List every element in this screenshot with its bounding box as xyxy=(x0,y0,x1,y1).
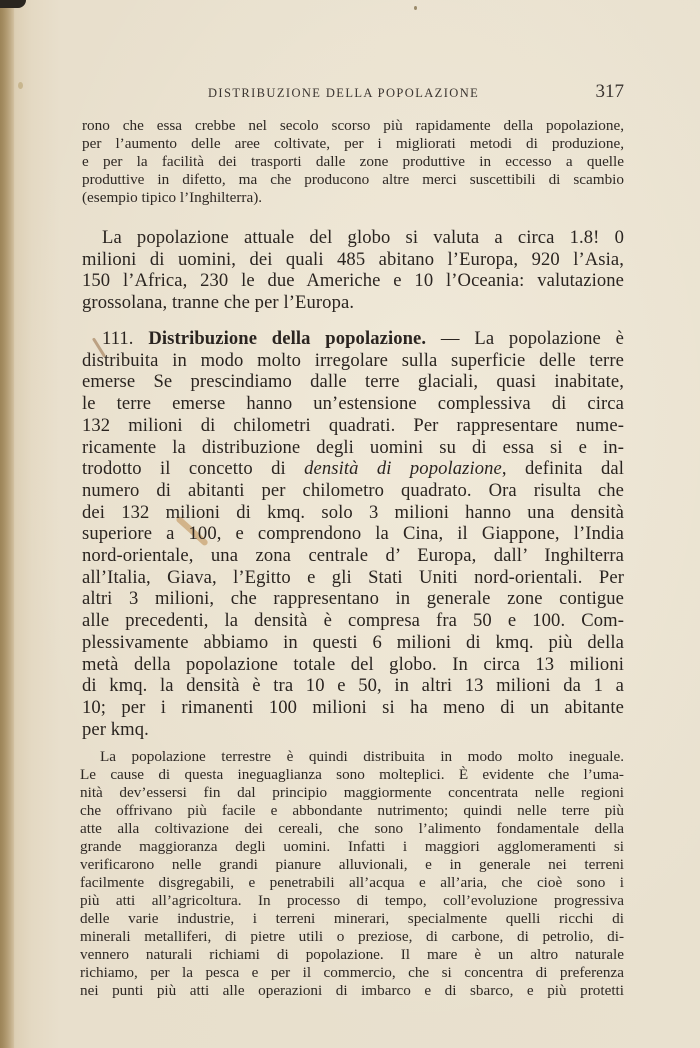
text-line: e per la facilità dei trasporti dalle zone produttive in eccesso a quelle xyxy=(82,153,624,170)
text-line: 150 l’Africa, 230 le due Americhe e 10 l’Oceania: valutazione xyxy=(82,270,624,292)
text-line: La popolazione terrestre è quindi distribuita in modo molto ineguale. xyxy=(100,748,624,765)
text-line: delle varie industrie, i terreni minerari, specialmente quelli ricchi di xyxy=(80,910,624,927)
text-line: Le cause di questa ineguaglianza sono molteplici. È evidente che l’uma- xyxy=(80,766,624,783)
text-line: all’Italia, Giava, l’Egitto e gli Stati Uniti nord-orientali. Per xyxy=(82,566,624,588)
text-line: verificarono nelle grandi pianure alluvionali, e in generale nei terreni xyxy=(80,856,624,873)
page-corner-shadow xyxy=(0,0,26,8)
text-line: distribuita in modo molto irregolare sulla superficie delle terre xyxy=(82,349,624,371)
text-line: minerali metalliferi, di pietre utili o preziose, di carbone, di petrolio, di- xyxy=(80,928,624,945)
text-fragment: , definita dal xyxy=(501,458,624,480)
text-line: numero di abitanti per chilometro quadrato. Ora risulta che xyxy=(82,479,624,501)
page-header xyxy=(60,81,624,106)
text-fragment: — La popolazione è xyxy=(440,328,624,349)
text-line: grossolana, tranne che per l’Europa. xyxy=(82,292,355,314)
text-line: metà della popolazione totale del globo. In circa 13 milioni xyxy=(82,653,624,675)
paragraph-continuation xyxy=(82,117,624,207)
text-line: 132 milioni di chilometri quadrati. Per rappresentare nume- xyxy=(82,414,624,436)
section-title: Distribuzione della popolazione. xyxy=(148,328,427,349)
section-heading-line xyxy=(82,328,624,350)
text-line: per kmq. xyxy=(82,718,149,740)
paper-speck xyxy=(18,82,23,89)
text-line: nità dev’essersi fin dal principio maggiormente concentrata nelle regioni xyxy=(80,784,624,801)
text-line: (esempio tipico l’Inghilterra). xyxy=(82,189,263,206)
text-line: ricamente la distribuzione degli uomini su di essa si e in- xyxy=(82,436,624,458)
text-line: grande maggioranza degli uomini. Infatti i maggiori agglomeramenti si xyxy=(80,838,624,855)
text-line: La popolazione attuale del globo si valuta a circa 1.8! 0 xyxy=(102,227,624,248)
text-line: emerse Se prescindiamo dalle terre glaciali, quasi inabitate, xyxy=(82,371,624,393)
text-line: dei 132 milioni di kmq. solo 3 milioni hanno una densità xyxy=(82,501,624,523)
text-line: richiamo, per la pesca e per il commercio, che si concentra di preferenza xyxy=(80,964,624,981)
page-number: 317 xyxy=(595,81,624,102)
text-line: milioni di uomini, dei quali 485 abitano l’Europa, 920 l’Asia, xyxy=(82,248,624,270)
text-line: che offrivano più facile e abbondante nutrimento; quindi nelle terre più xyxy=(80,802,624,819)
text-line: nord-orientale, una zona centrale d’ Europa, dall’ Inghilterra xyxy=(82,545,624,567)
text-line: nei punti più atti alle operazioni di imbarco e di sbarco, e più protetti xyxy=(80,982,624,999)
text-line: facilmente disgregabili, e penetrabili all’acqua e all’aria, che cioè sono i xyxy=(80,874,624,891)
section-111 xyxy=(82,328,624,740)
text-line: vennero naturali richiami di popolazione. Il mare è un altro naturale xyxy=(80,946,624,963)
text-line xyxy=(82,458,624,480)
text-line: di kmq. la densità è tra 10 e 50, in altri 13 milioni da 1 a xyxy=(82,675,624,697)
text-line: alle precedenti, la densità è compresa fra 50 e 100. Com- xyxy=(82,610,624,632)
text-line: per l’aumento delle aree coltivate, per i migliorati metodi di produzione, xyxy=(82,135,624,152)
paper-speck xyxy=(414,6,417,10)
text-line: plessivamente abbiamo in questi 6 milioni di kmq. più della xyxy=(82,631,624,653)
text-line: rono che essa crebbe nel secolo scorso più rapidamente della popolazione, xyxy=(82,117,624,134)
text-line: 10; per i rimanenti 100 milioni si ha meno di un abitante xyxy=(82,696,624,718)
spine-shadow xyxy=(0,0,14,1048)
text-line: più atti all’agricoltura. In processo di tempo, coll’evoluzione progressiva xyxy=(80,892,624,909)
text-line: superiore a 100, e comprendono la Cina, il Giappone, l’India xyxy=(82,523,624,545)
paragraph-world-population xyxy=(82,227,624,314)
running-title: DISTRIBUZIONE DELLA POPOLAZIONE xyxy=(208,86,480,100)
section-number: 111. xyxy=(102,328,134,349)
italic-term: densità di popolazione xyxy=(304,458,502,480)
text-fragment: trodotto il concetto di xyxy=(82,458,305,480)
text-line: le terre emerse hanno un’estensione complessiva di circa xyxy=(82,393,624,415)
paragraph-causes xyxy=(80,748,624,1000)
text-line: atte alla coltivazione dei cereali, che sono l’alimento fondamentale della xyxy=(80,820,624,837)
text-line: produttive in difetto, ma che producono altre merci suscettibili di scambio xyxy=(82,171,624,188)
text-line: altri 3 milioni, che rappresentano in generale zone contigue xyxy=(82,588,624,610)
